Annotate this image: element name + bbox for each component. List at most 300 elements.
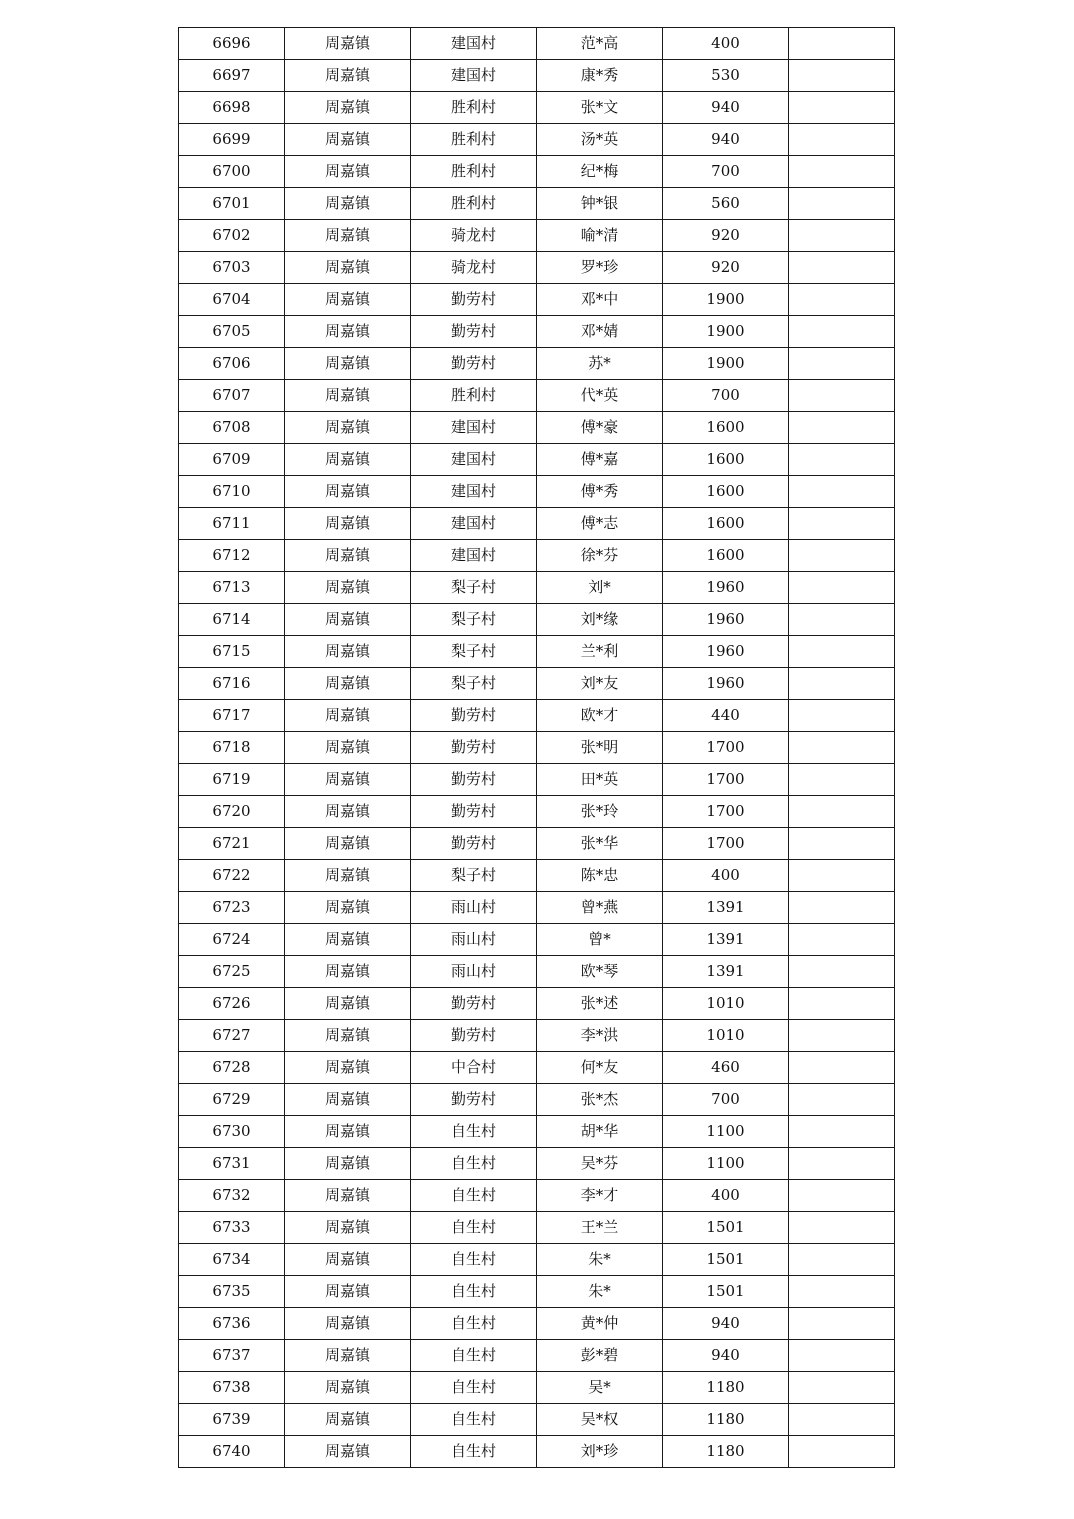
remarks-cell [789, 92, 895, 124]
serial-number-cell: 6715 [179, 636, 285, 668]
table-row [179, 476, 895, 508]
remarks-cell [789, 1308, 895, 1340]
amount-cell: 1501 [663, 1212, 789, 1244]
name-cell: 欧*才 [537, 700, 663, 732]
serial-number-cell: 6719 [179, 764, 285, 796]
serial-number-cell: 6738 [179, 1372, 285, 1404]
name-cell: 彭*碧 [537, 1340, 663, 1372]
table-row [179, 988, 895, 1020]
remarks-cell [789, 252, 895, 284]
table-row [179, 348, 895, 380]
serial-number-cell: 6706 [179, 348, 285, 380]
village-cell: 建国村 [411, 412, 537, 444]
name-cell: 田*英 [537, 764, 663, 796]
remarks-cell [789, 444, 895, 476]
remarks-cell [789, 1084, 895, 1116]
town-cell: 周嘉镇 [285, 668, 411, 700]
amount-cell: 1010 [663, 988, 789, 1020]
amount-cell: 1900 [663, 316, 789, 348]
table-row [179, 444, 895, 476]
serial-number-cell: 6720 [179, 796, 285, 828]
village-cell: 勤劳村 [411, 988, 537, 1020]
serial-number-cell: 6716 [179, 668, 285, 700]
table-row [179, 540, 895, 572]
table-row [179, 700, 895, 732]
amount-cell: 530 [663, 60, 789, 92]
table-row [179, 572, 895, 604]
amount-cell: 1100 [663, 1148, 789, 1180]
table-row [179, 92, 895, 124]
roster-table [178, 27, 895, 1468]
serial-number-cell: 6737 [179, 1340, 285, 1372]
serial-number-cell: 6705 [179, 316, 285, 348]
table-row [179, 380, 895, 412]
remarks-cell [789, 700, 895, 732]
name-cell: 钟*银 [537, 188, 663, 220]
town-cell: 周嘉镇 [285, 572, 411, 604]
town-cell: 周嘉镇 [285, 28, 411, 60]
name-cell: 邓*婧 [537, 316, 663, 348]
amount-cell: 560 [663, 188, 789, 220]
remarks-cell [789, 988, 895, 1020]
town-cell: 周嘉镇 [285, 1340, 411, 1372]
amount-cell: 1391 [663, 956, 789, 988]
serial-number-cell: 6709 [179, 444, 285, 476]
remarks-cell [789, 1148, 895, 1180]
amount-cell: 1501 [663, 1276, 789, 1308]
name-cell: 黄*仲 [537, 1308, 663, 1340]
table-row [179, 860, 895, 892]
table-row [179, 1276, 895, 1308]
serial-number-cell: 6728 [179, 1052, 285, 1084]
village-cell: 梨子村 [411, 604, 537, 636]
serial-number-cell: 6732 [179, 1180, 285, 1212]
village-cell: 自生村 [411, 1148, 537, 1180]
name-cell: 兰*利 [537, 636, 663, 668]
remarks-cell [789, 956, 895, 988]
serial-number-cell: 6730 [179, 1116, 285, 1148]
table-row [179, 764, 895, 796]
name-cell: 李*才 [537, 1180, 663, 1212]
town-cell: 周嘉镇 [285, 508, 411, 540]
town-cell: 周嘉镇 [285, 1084, 411, 1116]
name-cell: 张*华 [537, 828, 663, 860]
town-cell: 周嘉镇 [285, 540, 411, 572]
town-cell: 周嘉镇 [285, 828, 411, 860]
amount-cell: 460 [663, 1052, 789, 1084]
name-cell: 曾* [537, 924, 663, 956]
name-cell: 代*英 [537, 380, 663, 412]
serial-number-cell: 6713 [179, 572, 285, 604]
amount-cell: 920 [663, 220, 789, 252]
table-row [179, 124, 895, 156]
town-cell: 周嘉镇 [285, 1212, 411, 1244]
table-row [179, 1148, 895, 1180]
name-cell: 刘* [537, 572, 663, 604]
amount-cell: 1900 [663, 348, 789, 380]
name-cell: 吴*芬 [537, 1148, 663, 1180]
serial-number-cell: 6735 [179, 1276, 285, 1308]
town-cell: 周嘉镇 [285, 1020, 411, 1052]
name-cell: 刘*缘 [537, 604, 663, 636]
village-cell: 骑龙村 [411, 220, 537, 252]
serial-number-cell: 6710 [179, 476, 285, 508]
remarks-cell [789, 892, 895, 924]
table-row [179, 1052, 895, 1084]
table-row [179, 1372, 895, 1404]
remarks-cell [789, 476, 895, 508]
name-cell: 纪*梅 [537, 156, 663, 188]
table-row [179, 156, 895, 188]
amount-cell: 1700 [663, 828, 789, 860]
village-cell: 勤劳村 [411, 700, 537, 732]
amount-cell: 1010 [663, 1020, 789, 1052]
name-cell: 胡*华 [537, 1116, 663, 1148]
village-cell: 梨子村 [411, 572, 537, 604]
table-row [179, 1020, 895, 1052]
serial-number-cell: 6734 [179, 1244, 285, 1276]
table-row [179, 508, 895, 540]
remarks-cell [789, 732, 895, 764]
village-cell: 自生村 [411, 1436, 537, 1468]
name-cell: 朱* [537, 1244, 663, 1276]
village-cell: 自生村 [411, 1212, 537, 1244]
town-cell: 周嘉镇 [285, 860, 411, 892]
name-cell: 何*友 [537, 1052, 663, 1084]
amount-cell: 1960 [663, 572, 789, 604]
village-cell: 勤劳村 [411, 1020, 537, 1052]
town-cell: 周嘉镇 [285, 92, 411, 124]
serial-number-cell: 6731 [179, 1148, 285, 1180]
remarks-cell [789, 284, 895, 316]
name-cell: 范*高 [537, 28, 663, 60]
village-cell: 雨山村 [411, 924, 537, 956]
village-cell: 勤劳村 [411, 764, 537, 796]
town-cell: 周嘉镇 [285, 476, 411, 508]
amount-cell: 1391 [663, 892, 789, 924]
village-cell: 胜利村 [411, 380, 537, 412]
village-cell: 雨山村 [411, 956, 537, 988]
name-cell: 傅*秀 [537, 476, 663, 508]
village-cell: 自生村 [411, 1180, 537, 1212]
amount-cell: 400 [663, 1180, 789, 1212]
name-cell: 张*明 [537, 732, 663, 764]
town-cell: 周嘉镇 [285, 316, 411, 348]
serial-number-cell: 6717 [179, 700, 285, 732]
village-cell: 雨山村 [411, 892, 537, 924]
serial-number-cell: 6697 [179, 60, 285, 92]
town-cell: 周嘉镇 [285, 764, 411, 796]
remarks-cell [789, 60, 895, 92]
name-cell: 陈*忠 [537, 860, 663, 892]
remarks-cell [789, 1436, 895, 1468]
name-cell: 苏* [537, 348, 663, 380]
table-row [179, 956, 895, 988]
town-cell: 周嘉镇 [285, 348, 411, 380]
amount-cell: 1600 [663, 444, 789, 476]
name-cell: 汤*英 [537, 124, 663, 156]
serial-number-cell: 6725 [179, 956, 285, 988]
table-row [179, 188, 895, 220]
town-cell: 周嘉镇 [285, 1372, 411, 1404]
remarks-cell [789, 188, 895, 220]
town-cell: 周嘉镇 [285, 284, 411, 316]
town-cell: 周嘉镇 [285, 252, 411, 284]
serial-number-cell: 6729 [179, 1084, 285, 1116]
serial-number-cell: 6696 [179, 28, 285, 60]
town-cell: 周嘉镇 [285, 1404, 411, 1436]
village-cell: 建国村 [411, 508, 537, 540]
remarks-cell [789, 1020, 895, 1052]
village-cell: 自生村 [411, 1276, 537, 1308]
name-cell: 欧*琴 [537, 956, 663, 988]
amount-cell: 1600 [663, 476, 789, 508]
remarks-cell [789, 380, 895, 412]
amount-cell: 440 [663, 700, 789, 732]
serial-number-cell: 6699 [179, 124, 285, 156]
amount-cell: 1180 [663, 1404, 789, 1436]
amount-cell: 400 [663, 28, 789, 60]
name-cell: 张*文 [537, 92, 663, 124]
town-cell: 周嘉镇 [285, 604, 411, 636]
table-row [179, 1436, 895, 1468]
amount-cell: 1960 [663, 668, 789, 700]
village-cell: 骑龙村 [411, 252, 537, 284]
amount-cell: 1960 [663, 636, 789, 668]
remarks-cell [789, 220, 895, 252]
name-cell: 李*洪 [537, 1020, 663, 1052]
amount-cell: 940 [663, 1340, 789, 1372]
table-row [179, 732, 895, 764]
amount-cell: 1180 [663, 1436, 789, 1468]
amount-cell: 700 [663, 1084, 789, 1116]
town-cell: 周嘉镇 [285, 956, 411, 988]
village-cell: 勤劳村 [411, 796, 537, 828]
table-row [179, 1340, 895, 1372]
table-row [179, 412, 895, 444]
name-cell: 张*述 [537, 988, 663, 1020]
remarks-cell [789, 1340, 895, 1372]
serial-number-cell: 6718 [179, 732, 285, 764]
serial-number-cell: 6740 [179, 1436, 285, 1468]
table-row [179, 1308, 895, 1340]
amount-cell: 700 [663, 380, 789, 412]
name-cell: 徐*芬 [537, 540, 663, 572]
town-cell: 周嘉镇 [285, 1244, 411, 1276]
remarks-cell [789, 508, 895, 540]
village-cell: 勤劳村 [411, 284, 537, 316]
table-row [179, 220, 895, 252]
table-row [179, 892, 895, 924]
serial-number-cell: 6722 [179, 860, 285, 892]
village-cell: 建国村 [411, 476, 537, 508]
village-cell: 勤劳村 [411, 1084, 537, 1116]
amount-cell: 1100 [663, 1116, 789, 1148]
town-cell: 周嘉镇 [285, 124, 411, 156]
table-row [179, 1180, 895, 1212]
name-cell: 康*秀 [537, 60, 663, 92]
serial-number-cell: 6698 [179, 92, 285, 124]
village-cell: 勤劳村 [411, 316, 537, 348]
table-row [179, 604, 895, 636]
village-cell: 胜利村 [411, 124, 537, 156]
remarks-cell [789, 1116, 895, 1148]
serial-number-cell: 6704 [179, 284, 285, 316]
remarks-cell [789, 668, 895, 700]
remarks-cell [789, 1276, 895, 1308]
remarks-cell [789, 604, 895, 636]
remarks-cell [789, 156, 895, 188]
amount-cell: 1700 [663, 764, 789, 796]
serial-number-cell: 6736 [179, 1308, 285, 1340]
serial-number-cell: 6703 [179, 252, 285, 284]
town-cell: 周嘉镇 [285, 1148, 411, 1180]
serial-number-cell: 6727 [179, 1020, 285, 1052]
amount-cell: 1700 [663, 796, 789, 828]
remarks-cell [789, 1244, 895, 1276]
town-cell: 周嘉镇 [285, 1276, 411, 1308]
name-cell: 吴* [537, 1372, 663, 1404]
table-row [179, 1116, 895, 1148]
village-cell: 胜利村 [411, 156, 537, 188]
name-cell: 王*兰 [537, 1212, 663, 1244]
village-cell: 勤劳村 [411, 348, 537, 380]
village-cell: 自生村 [411, 1340, 537, 1372]
name-cell: 傅*嘉 [537, 444, 663, 476]
amount-cell: 1600 [663, 508, 789, 540]
name-cell: 刘*友 [537, 668, 663, 700]
table-row [179, 1244, 895, 1276]
remarks-cell [789, 316, 895, 348]
village-cell: 建国村 [411, 444, 537, 476]
serial-number-cell: 6700 [179, 156, 285, 188]
amount-cell: 940 [663, 92, 789, 124]
amount-cell: 1501 [663, 1244, 789, 1276]
village-cell: 建国村 [411, 60, 537, 92]
serial-number-cell: 6711 [179, 508, 285, 540]
table-row [179, 796, 895, 828]
table-row [179, 668, 895, 700]
remarks-cell [789, 828, 895, 860]
amount-cell: 1180 [663, 1372, 789, 1404]
name-cell: 罗*珍 [537, 252, 663, 284]
name-cell: 曾*燕 [537, 892, 663, 924]
town-cell: 周嘉镇 [285, 988, 411, 1020]
table-row [179, 1212, 895, 1244]
town-cell: 周嘉镇 [285, 412, 411, 444]
name-cell: 张*杰 [537, 1084, 663, 1116]
amount-cell: 1960 [663, 604, 789, 636]
remarks-cell [789, 540, 895, 572]
table-row [179, 284, 895, 316]
amount-cell: 700 [663, 156, 789, 188]
remarks-cell [789, 124, 895, 156]
town-cell: 周嘉镇 [285, 60, 411, 92]
amount-cell: 920 [663, 252, 789, 284]
serial-number-cell: 6733 [179, 1212, 285, 1244]
table-row [179, 636, 895, 668]
table-row [179, 60, 895, 92]
amount-cell: 1700 [663, 732, 789, 764]
table-row [179, 1404, 895, 1436]
table-row [179, 924, 895, 956]
remarks-cell [789, 924, 895, 956]
village-cell: 勤劳村 [411, 732, 537, 764]
town-cell: 周嘉镇 [285, 1116, 411, 1148]
village-cell: 勤劳村 [411, 828, 537, 860]
name-cell: 朱* [537, 1276, 663, 1308]
serial-number-cell: 6708 [179, 412, 285, 444]
town-cell: 周嘉镇 [285, 700, 411, 732]
village-cell: 胜利村 [411, 188, 537, 220]
remarks-cell [789, 572, 895, 604]
remarks-cell [789, 1180, 895, 1212]
remarks-cell [789, 28, 895, 60]
name-cell: 傅*志 [537, 508, 663, 540]
village-cell: 自生村 [411, 1404, 537, 1436]
amount-cell: 1391 [663, 924, 789, 956]
town-cell: 周嘉镇 [285, 156, 411, 188]
serial-number-cell: 6714 [179, 604, 285, 636]
village-cell: 自生村 [411, 1372, 537, 1404]
table-row [179, 252, 895, 284]
name-cell: 吴*权 [537, 1404, 663, 1436]
remarks-cell [789, 412, 895, 444]
village-cell: 自生村 [411, 1244, 537, 1276]
serial-number-cell: 6723 [179, 892, 285, 924]
village-cell: 自生村 [411, 1308, 537, 1340]
remarks-cell [789, 348, 895, 380]
town-cell: 周嘉镇 [285, 220, 411, 252]
amount-cell: 1600 [663, 540, 789, 572]
serial-number-cell: 6726 [179, 988, 285, 1020]
remarks-cell [789, 1212, 895, 1244]
village-cell: 建国村 [411, 540, 537, 572]
town-cell: 周嘉镇 [285, 1308, 411, 1340]
serial-number-cell: 6707 [179, 380, 285, 412]
town-cell: 周嘉镇 [285, 1436, 411, 1468]
town-cell: 周嘉镇 [285, 1180, 411, 1212]
remarks-cell [789, 1372, 895, 1404]
remarks-cell [789, 860, 895, 892]
serial-number-cell: 6721 [179, 828, 285, 860]
name-cell: 喻*清 [537, 220, 663, 252]
village-cell: 自生村 [411, 1116, 537, 1148]
town-cell: 周嘉镇 [285, 1052, 411, 1084]
village-cell: 梨子村 [411, 636, 537, 668]
serial-number-cell: 6712 [179, 540, 285, 572]
table-row [179, 28, 895, 60]
town-cell: 周嘉镇 [285, 444, 411, 476]
name-cell: 张*玲 [537, 796, 663, 828]
remarks-cell [789, 796, 895, 828]
remarks-cell [789, 1404, 895, 1436]
amount-cell: 940 [663, 1308, 789, 1340]
serial-number-cell: 6702 [179, 220, 285, 252]
town-cell: 周嘉镇 [285, 732, 411, 764]
remarks-cell [789, 636, 895, 668]
roster-table-body [179, 28, 895, 1468]
village-cell: 梨子村 [411, 860, 537, 892]
table-row [179, 316, 895, 348]
town-cell: 周嘉镇 [285, 636, 411, 668]
village-cell: 中合村 [411, 1052, 537, 1084]
amount-cell: 1900 [663, 284, 789, 316]
town-cell: 周嘉镇 [285, 796, 411, 828]
village-cell: 梨子村 [411, 668, 537, 700]
name-cell: 邓*中 [537, 284, 663, 316]
amount-cell: 940 [663, 124, 789, 156]
